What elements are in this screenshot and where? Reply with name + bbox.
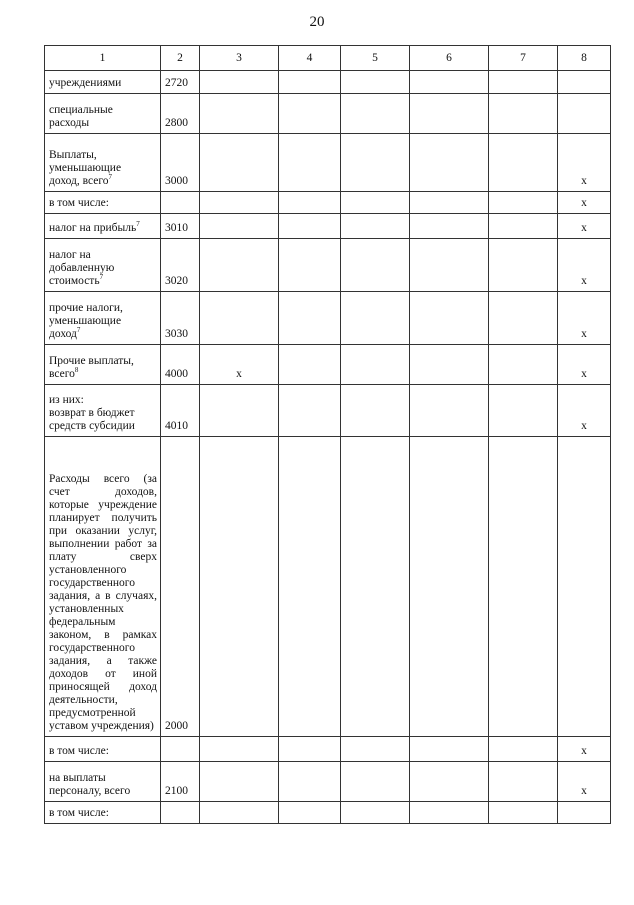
- cell-col-5: [341, 385, 410, 437]
- cell-col-5: [341, 239, 410, 292]
- row-label: [45, 192, 161, 214]
- table-row: [45, 802, 611, 824]
- row-code: 4010: [161, 385, 200, 437]
- row-code: 3010: [161, 214, 200, 239]
- row-code: 2100: [161, 762, 200, 802]
- cell-col-5: [341, 134, 410, 192]
- cell-col-5: [341, 737, 410, 762]
- row-label-line: учреждениями: [49, 77, 122, 89]
- cell-col-3: [200, 762, 279, 802]
- cell-col-4: [279, 437, 341, 737]
- cell-col-4: [279, 385, 341, 437]
- footnote-ref: 7: [108, 173, 113, 182]
- cell-col-3: [200, 192, 279, 214]
- row-label-line: из них:: [49, 394, 84, 406]
- cell-col-7: [489, 239, 558, 292]
- row-label: [45, 239, 161, 292]
- row-label-line: всего: [49, 368, 75, 380]
- cell-col-4: [279, 239, 341, 292]
- cell-col-7: [489, 737, 558, 762]
- cell-col-6: [410, 239, 489, 292]
- cell-col-7: [489, 214, 558, 239]
- row-code: 4000: [161, 345, 200, 385]
- cell-col-8: x: [558, 345, 611, 385]
- cell-col-5: [341, 94, 410, 134]
- row-label-line: в том числе:: [49, 807, 109, 819]
- cell-col-7: [489, 762, 558, 802]
- footnote-ref: 7: [136, 220, 140, 229]
- table-row: [45, 292, 611, 345]
- cell-col-5: [341, 437, 410, 737]
- cell-col-7: [489, 71, 558, 94]
- row-label-line: стоимость: [49, 275, 100, 287]
- row-label: [45, 214, 161, 239]
- cell-col-3: [200, 134, 279, 192]
- row-label-line: налог на: [49, 249, 91, 261]
- cell-col-6: [410, 345, 489, 385]
- footnote-ref: 7: [76, 326, 81, 335]
- row-code: 3000: [161, 134, 200, 192]
- cell-col-3: [200, 239, 279, 292]
- cell-col-5: [341, 292, 410, 345]
- table-row: [45, 385, 611, 437]
- cell-col-7: [489, 94, 558, 134]
- cell-col-5: [341, 345, 410, 385]
- cell-col-8: x: [558, 762, 611, 802]
- row-label: [45, 802, 161, 824]
- cell-col-3: [200, 385, 279, 437]
- cell-col-3: [200, 437, 279, 737]
- row-label-line: в том числе:: [49, 745, 109, 757]
- row-code: 3030: [161, 292, 200, 345]
- row-label-line: Прочие выплаты,: [49, 355, 134, 367]
- row-label-line: налог на прибыль: [49, 222, 137, 234]
- table-row: [45, 214, 611, 239]
- row-label: [45, 134, 161, 192]
- table-row: [45, 94, 611, 134]
- cell-col-4: [279, 134, 341, 192]
- header-col-1: 1: [45, 46, 161, 71]
- cell-col-3: [200, 94, 279, 134]
- cell-col-7: [489, 134, 558, 192]
- cell-col-7: [489, 385, 558, 437]
- cell-col-8: x: [558, 192, 611, 214]
- row-label-line: на выплаты: [49, 772, 106, 784]
- table-row: [45, 71, 611, 94]
- row-code: [161, 802, 200, 824]
- row-label-line: прочие налоги,: [49, 302, 123, 314]
- cell-col-6: [410, 385, 489, 437]
- cell-col-8: x: [558, 214, 611, 239]
- row-label-line: в том числе:: [49, 197, 109, 209]
- cell-col-4: [279, 192, 341, 214]
- footnote-ref: 8: [74, 366, 79, 375]
- row-label-line: специальные: [49, 104, 113, 116]
- cell-col-8: x: [558, 737, 611, 762]
- cell-col-8: [558, 94, 611, 134]
- table-header-row: [45, 46, 611, 71]
- row-label: [45, 737, 161, 762]
- row-label: [45, 71, 161, 94]
- cell-col-6: [410, 437, 489, 737]
- cell-col-6: [410, 192, 489, 214]
- cell-col-7: [489, 345, 558, 385]
- table-row: [45, 239, 611, 292]
- cell-col-4: [279, 292, 341, 345]
- cell-col-5: [341, 802, 410, 824]
- cell-col-4: [279, 94, 341, 134]
- row-code: [161, 737, 200, 762]
- row-label: [45, 345, 161, 385]
- cell-col-4: [279, 214, 341, 239]
- row-label-line: Расходы всего (за счет доходов, которые учреждение планирует получить при оказании услуг, выполнении работ за плату сверх установленного государственного задания, а в случаях, установленных федеральным законом, в рамках государственного задания, а также доходов от иной приносящей доход деятельности, предусмотренной уставом учреждения): [49, 473, 157, 732]
- cell-col-3: [200, 292, 279, 345]
- row-label: [45, 94, 161, 134]
- footnote-ref: 7: [99, 273, 104, 282]
- page-number: 20: [309, 14, 325, 30]
- cell-col-3: [200, 802, 279, 824]
- cell-col-5: [341, 762, 410, 802]
- cell-col-6: [410, 71, 489, 94]
- table-row: [45, 192, 611, 214]
- cell-col-7: [489, 437, 558, 737]
- row-label: [45, 385, 161, 437]
- row-label: [45, 437, 161, 737]
- cell-col-6: [410, 134, 489, 192]
- row-code: 2000: [161, 437, 200, 737]
- header-col-8: 8: [558, 46, 611, 71]
- cell-col-6: [410, 292, 489, 345]
- row-label-line: средств субсидии: [49, 420, 135, 432]
- header-col-5: 5: [341, 46, 410, 71]
- row-label-line: расходы: [49, 117, 90, 129]
- cell-col-7: [489, 192, 558, 214]
- cell-col-6: [410, 214, 489, 239]
- cell-col-4: [279, 345, 341, 385]
- table-row: [45, 437, 611, 737]
- row-label-line: доход, всего: [49, 175, 109, 187]
- cell-col-7: [489, 292, 558, 345]
- cell-col-6: [410, 737, 489, 762]
- row-label: [45, 292, 161, 345]
- row-label-line: доход: [49, 328, 77, 340]
- table-row: [45, 737, 611, 762]
- cell-col-3: x: [200, 345, 279, 385]
- row-code: [161, 192, 200, 214]
- cell-col-7: [489, 802, 558, 824]
- header-col-7: 7: [489, 46, 558, 71]
- cell-col-4: [279, 737, 341, 762]
- row-label-line: возврат в бюджет: [49, 407, 135, 419]
- cell-col-3: [200, 71, 279, 94]
- cell-col-6: [410, 94, 489, 134]
- cell-col-8: x: [558, 239, 611, 292]
- header-col-4: 4: [279, 46, 341, 71]
- cell-col-8: x: [558, 292, 611, 345]
- table-row: [45, 134, 611, 192]
- row-label-line: уменьшающие: [49, 315, 122, 327]
- cell-col-4: [279, 802, 341, 824]
- table-row: [45, 762, 611, 802]
- row-label-line: добавленную: [49, 262, 115, 274]
- cell-col-6: [410, 762, 489, 802]
- cell-col-3: [200, 737, 279, 762]
- cell-col-3: [200, 214, 279, 239]
- cell-col-4: [279, 71, 341, 94]
- header-col-6: 6: [410, 46, 489, 71]
- row-label-line: уменьшающие: [49, 162, 122, 174]
- cell-col-8: x: [558, 134, 611, 192]
- cell-col-6: [410, 802, 489, 824]
- cell-col-8: [558, 437, 611, 737]
- cell-col-5: [341, 192, 410, 214]
- row-label: [45, 762, 161, 802]
- financial-plan-table: [44, 45, 611, 824]
- row-label-line: Выплаты,: [49, 149, 97, 161]
- cell-col-8: x: [558, 385, 611, 437]
- header-col-2: 2: [161, 46, 200, 71]
- cell-col-5: [341, 71, 410, 94]
- table-row: [45, 345, 611, 385]
- header-col-3: 3: [200, 46, 279, 71]
- cell-col-5: [341, 214, 410, 239]
- row-code: 2720: [161, 71, 200, 94]
- cell-col-4: [279, 762, 341, 802]
- cell-col-8: [558, 802, 611, 824]
- cell-col-8: [558, 71, 611, 94]
- row-label-line: персоналу, всего: [49, 785, 131, 797]
- row-code: 2800: [161, 94, 200, 134]
- row-code: 3020: [161, 239, 200, 292]
